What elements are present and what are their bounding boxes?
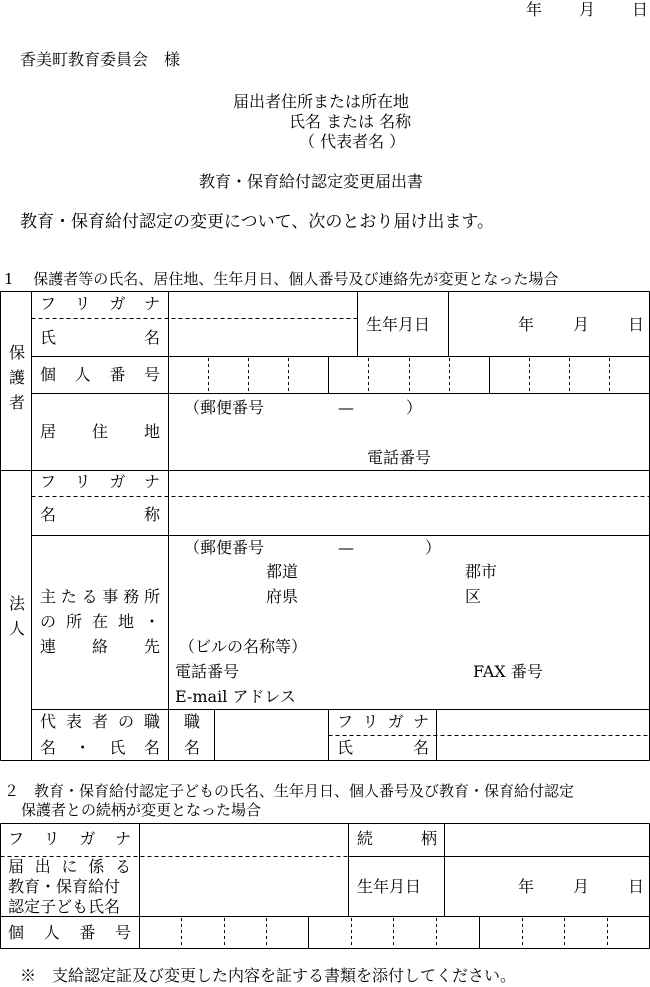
relationship-label: 続 柄	[357, 829, 437, 848]
submitter-name-label: 氏名 または 名称	[289, 112, 412, 131]
child-birth-year: 年	[518, 877, 535, 896]
section2-heading-line2: 保護者との続柄が変更となった場合	[21, 801, 262, 819]
guardian-birthdate-label: 生年月日	[366, 315, 431, 334]
form-title: 教育・保育給付認定変更届出書	[199, 172, 424, 191]
rep-position-line1: 職	[184, 712, 201, 731]
office-prefecture-line2: 府県	[266, 587, 299, 606]
office-label-line3: 連 絡 先	[40, 637, 160, 656]
corp-group-char: 法	[9, 594, 26, 613]
guardian-birth-year: 年	[518, 315, 535, 334]
child-name-label-line1: 届 出 に 係 る	[8, 857, 131, 876]
addressee: 香美町教育委員会 様	[20, 50, 181, 69]
office-city-line2: 区	[465, 587, 482, 606]
office-fax-label: FAX 番号	[473, 662, 543, 681]
rep-position-line2: 名	[184, 738, 201, 757]
guardian-group-char: 保	[9, 343, 26, 362]
submitter-rep-label: （ 代表者名 ）	[299, 132, 406, 151]
office-email-label: E-mail アドレス	[175, 687, 296, 706]
date-year-label: 年	[526, 0, 543, 19]
section2-heading-line1: ２ 教育・保育給付認定子どもの氏名、生年月日、個人番号及び教育・保育給付認定	[4, 782, 575, 800]
office-phone-label: 電話番号	[175, 662, 240, 681]
corp-name-label: 名 称	[40, 505, 160, 524]
guardian-furigana-label: フ リ ガ ナ	[40, 294, 160, 313]
guardian-postal-close: ）	[406, 398, 423, 417]
office-postal-dash: —	[338, 538, 354, 557]
date-month-label: 月	[579, 0, 596, 19]
submitter-address-label: 届出者住所または所在地	[233, 92, 410, 111]
guardian-residence-label: 居 住 地	[40, 422, 160, 441]
office-label-line2: の 所 在 地 ・	[40, 612, 160, 631]
guardian-postal-dash: —	[338, 398, 354, 417]
guardian-postal-open: （郵便番号	[184, 398, 265, 417]
intro-text: 教育・保育給付認定の変更について、次のとおり届け出ます。	[20, 212, 494, 232]
office-city-line1: 郡市	[465, 562, 498, 581]
date-day-label: 日	[632, 0, 649, 19]
guardian-individual-number-label: 個 人 番 号	[40, 365, 160, 384]
attachment-note: ※ 支給認定証及び変更した内容を証する書類を添付してください。	[20, 966, 517, 985]
corp-group-char: 人	[9, 619, 26, 638]
office-prefecture-line1: 都道	[266, 562, 299, 581]
guardian-phone-label: 電話番号	[367, 448, 432, 467]
child-furigana-label: フ リ ガ ナ	[8, 829, 131, 848]
child-name-label-line2: 教育・保育給付	[8, 877, 121, 896]
guardian-name-label: 氏 名	[40, 328, 160, 347]
guardian-group-char: 者	[9, 393, 26, 412]
corp-furigana-label: フ リ ガ ナ	[40, 472, 160, 491]
child-individual-number-label: 個 人 番 号	[8, 923, 131, 942]
guardian-birth-day: 日	[628, 315, 645, 334]
child-birthdate-label: 生年月日	[357, 877, 422, 896]
child-birth-month: 月	[573, 877, 590, 896]
office-label-line1: 主 た る 事 務 所	[40, 587, 160, 606]
guardian-birth-month: 月	[573, 315, 590, 334]
office-postal-close: ）	[425, 538, 442, 557]
guardian-group-char: 護	[9, 368, 26, 387]
office-postal-open: （郵便番号	[184, 538, 265, 557]
office-building-label: （ビルの名称等）	[179, 637, 308, 656]
section1-heading: 1 保護者等の氏名、居住地、生年月日、個人番号及び連絡先が変更となった場合	[4, 270, 559, 288]
rep-label-line1: 代 表 者 の 職	[40, 712, 160, 731]
rep-name-label: 氏 名	[337, 738, 429, 757]
child-name-label-line3: 認定子ども氏名	[8, 897, 121, 916]
rep-furigana-label: フ リ ガ ナ	[337, 712, 429, 731]
child-birth-day: 日	[628, 877, 645, 896]
rep-label-line2: 名 ・ 氏 名	[40, 738, 160, 757]
